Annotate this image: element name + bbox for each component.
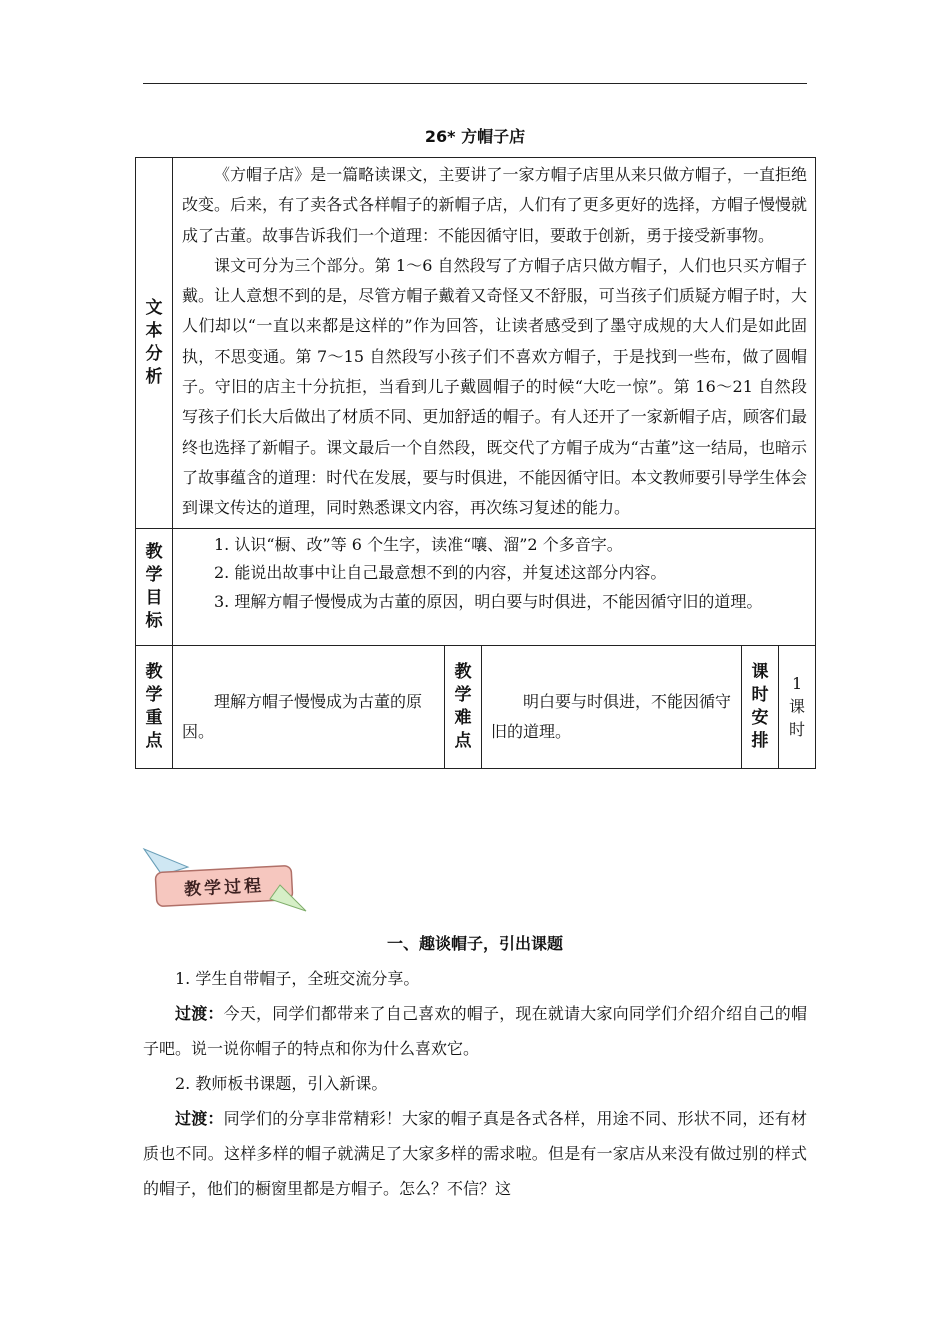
lesson-plan-table [135,157,816,769]
goal-item: 2. 能说出故事中让自己最意想不到的内容，并复述这部分内容。 [214,563,667,583]
transition-paragraph: 过渡：同学们的分享非常精彩！大家的帽子真是各式各样，用途不同、形状不同，还有材质也不同。这样多样的帽子就满足了大家多样的需求啦。但是有一家店从来没有做过别的样式的帽子，他们的橱窗里都是方帽子。怎么？不信？这 [143,1109,807,1198]
badge-label: 教学过程 [183,875,265,901]
difficulty-label: 教 学 难 点 [445,645,482,768]
keypoints-row [136,645,816,768]
key-text: 理解方帽子慢慢成为古董的原因。 [173,645,445,768]
transition-paragraph: 过渡：今天，同学们都带来了自己喜欢的帽子，现在就请大家向同学们介绍介绍自己的帽子吧。说一说你帽子的特点和你为什么喜欢它。 [143,1004,807,1058]
step-item: 2. 教师板书课题，引入新课。 [175,1074,388,1093]
section-heading: 一、趣谈帽子，引出课题 [386,934,563,953]
lesson-title: 26* 方帽子店 [424,127,526,146]
teaching-process-badge [140,845,310,913]
analysis-paragraph: 《方帽子店》是一篇略读课文，主要讲了一家方帽子店里从来只做方帽子，一直拒绝改变。后来，有了卖各式各样帽子的新帽子店，人们有了更多更好的选择，方帽子慢慢就成了古董。故事告诉我们一个道理：不能因循守旧，要敢于创新，勇于接受新事物。 [182,165,808,245]
process-text [143,961,807,1206]
schedule-value: 1 课 时 [779,645,816,768]
key-label: 教 学 重 点 [136,645,173,768]
analysis-row [136,158,816,529]
analysis-label: 文 本 分 析 [136,158,173,529]
schedule-label: 课 时 安 排 [742,645,779,768]
goals-label: 教 学 目 标 [136,528,173,645]
difficulty-text: 明白要与时俱进，不能因循守旧的道理。 [482,645,742,768]
analysis-paragraph: 课文可分为三个部分。第 1～6 自然段写了方帽子店只做方帽子，人们也只买方帽子戴。让人意想不到的是，尽管方帽子戴着又奇怪又不舒服，可当孩子们质疑方帽子时，大人们却以“一直以来都是这样的”作为回答，让读者感受到了墨守成规的大人们是如此固执，不思变通。第 7～15 自然段写小孩子们不喜欢方帽子，于是找到一些布，做了圆帽子。守旧的店主十分抗拒，当看到儿子戴圆帽子的时候“大吃一惊”。第 16～21 自然段写孩子们长大后做出了材质不同、更加舒适的帽子。有人还开了一家新帽子店，顾客们最终也选择了新帽子。课文最后一个自然段，既交代了方帽子成为“古董”这一结局，也暗示了故事蕴含的道理：时代在发展，要与时俱进，不能因循守旧。本文教师要引导学生体会到课文传达的道理，同时熟悉课文内容，再次练习复述的能力。 [182,255,808,518]
goal-item: 1. 认识“橱、改”等 6 个生字，读准“嚷、溜”2 个多音字。 [214,534,623,554]
goals-list [173,528,816,645]
step-item: 1. 学生自带帽子，全班交流分享。 [175,969,420,988]
goal-item: 3. 理解方帽子慢慢成为古董的原因，明白要与时俱进，不能因循守旧的道理。 [214,591,763,611]
analysis-text [173,158,816,529]
header-rule [143,83,807,84]
goals-row [136,528,816,645]
